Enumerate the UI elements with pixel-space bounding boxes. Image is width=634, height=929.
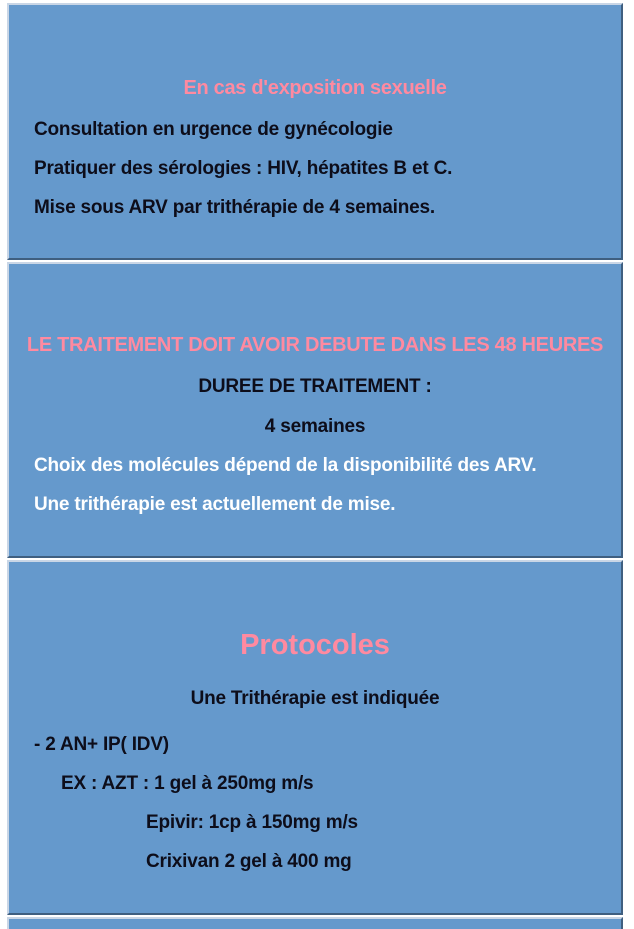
- text-line: Pratiquer des sérologies : HIV, hépatites B et C.: [34, 158, 453, 179]
- panel-protocols: [7, 560, 623, 915]
- section-title: LE TRAITEMENT DOIT AVOIR DEBUTE DANS LES 48 HEURES: [26, 334, 604, 356]
- section-title: Protocoles: [240, 629, 390, 661]
- protocol-line: - 2 AN+ IP( IDV): [34, 734, 169, 755]
- duration-value: 4 semaines: [264, 416, 366, 437]
- duration-label: DUREE DE TRAITEMENT :: [198, 376, 432, 397]
- text-line: Une trithérapie est actuellement de mise.: [34, 494, 396, 515]
- panel-treatment: [7, 262, 623, 558]
- text-line: Mise sous ARV par trithérapie de 4 semaines.: [34, 197, 435, 218]
- panel-sexual-exposure: [7, 3, 623, 260]
- drug-line: Epivir: 1cp à 150mg m/s: [146, 812, 358, 833]
- text-line: Consultation en urgence de gynécologie: [34, 119, 393, 140]
- drug-line: Crixivan 2 gel à 400 mg: [146, 851, 352, 872]
- text-line: Choix des molécules dépend de la disponibilité des ARV.: [34, 455, 537, 476]
- section-title: En cas d'exposition sexuelle: [183, 77, 447, 99]
- panel-next: [7, 917, 623, 929]
- example-line: EX : AZT : 1 gel à 250mg m/s: [61, 773, 314, 794]
- section-subtitle: Une Trithérapie est indiquée: [190, 688, 440, 709]
